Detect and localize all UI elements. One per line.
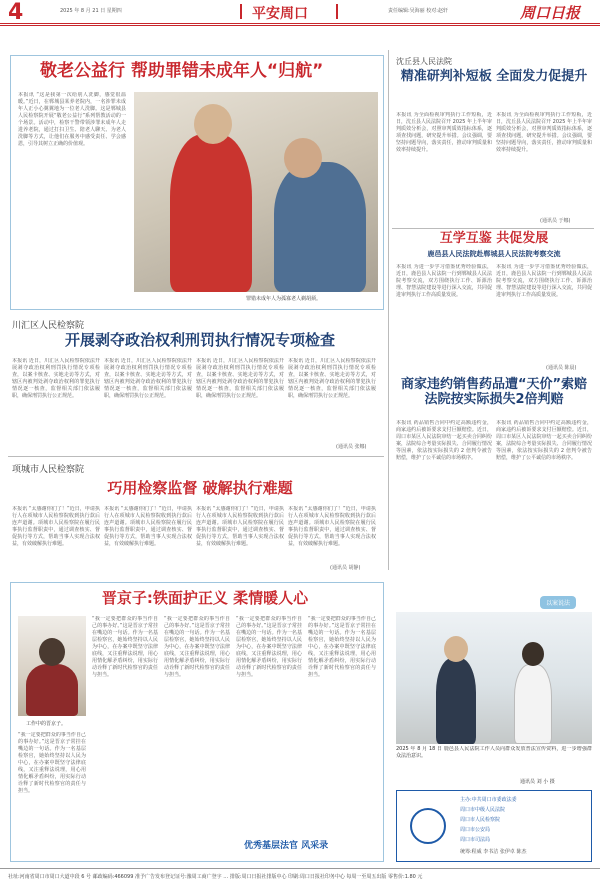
- xiangcheng-body-3: 本报讯 “太感谢你们了！”近日，申请执行人在项城市人民检察院收到执行款后连声道谢。项城市人民检察院在履行民事执行监督职责中，通过调查核实、督促执行等方式，帮助当事人实现合法权益，有效破解执行难题。: [196, 506, 284, 547]
- chuanhui-body-2: 本报讯 近日，川汇区人民检察院依法开展剥夺政治权利刑罚执行情况专项检查，以案卡核查、实地走访等方式，对辖区内被判处剥夺政治权利的罪犯执行情况逐一核查，监督相关部门依法履职，确保刑罚执行公正规范。: [104, 358, 192, 399]
- lead-body: 本报讯 “这是我第一次给别人洗脚，感觉很温暖。”近日，在郸城县某养老院内，一名涉罪未成年人正小心翼翼地为一位老人洗脚。这是郸城县人民检察院开展“敬老公益行”系列帮教活动的一个场景。活动中，检察干警带领涉罪未成年人走进养老院，通过打扫卫生、陪老人聊天、为老人洗脚等方式，让他们在服务中感受责任、学会感恩，引导其树立正确的价值观。: [18, 92, 126, 147]
- newspaper-logo: 周口日报: [520, 4, 581, 22]
- case-column-badge: 以案说法: [540, 596, 576, 609]
- photo-officer-1-head: [444, 636, 468, 662]
- shenqiu-kicker: 沈丘县人民法院: [396, 57, 452, 66]
- profile-portrait-caption: 工作中的晋京子。: [26, 721, 67, 727]
- chuanhui-body-3: 本报讯 近日，川汇区人民检察院依法开展剥夺政治权利刑罚执行情况专项检查，以案卡核查、实地走访等方式，对辖区内被判处剥夺政治权利的罪犯执行情况逐一核查，监督相关部门依法履职，确保刑罚执行公正规范。: [196, 358, 284, 399]
- lead-photo-caption: 罪错未成年人为孤寡老人剃胡须。: [246, 296, 322, 302]
- section-title: 平安周口: [252, 6, 308, 22]
- page-header: [0, 0, 600, 26]
- column-divider: [388, 50, 389, 570]
- profile-body-4: “我一定要把群众的事当作自己的事办好。”这是晋京子常挂在嘴边的一句话。作为一名基层检察官，她始终坚持以人民为中心，在办案中既坚守法律底线，又注重释法说理，用心用情化解矛盾纠纷，用实际行动诠释了新时代检察官的责任与担当。: [236, 616, 302, 678]
- case-photo-credit: 通讯员 刘 小 摄: [520, 779, 555, 785]
- page-footer: 社址:河南省周口市周口大道中段 6 号 邮政编码:466099 准予广告发布登记证号:豫周工商广登字 … 排版:周口日报社排版中心 印刷:周口日报社印务中心 每周一至周五出版 零售价:1.80 元: [0, 868, 600, 883]
- xiangcheng-kicker: 项城市人民检察院: [12, 465, 85, 475]
- photo-officer-1: [436, 658, 476, 744]
- divider-chuanhui: [8, 456, 384, 457]
- sponsor-justice: 周口市司法局: [460, 837, 491, 843]
- elder-figure: [274, 162, 366, 292]
- chuanhui-kicker: 川汇区人民检察院: [12, 321, 85, 331]
- profile-portrait: [18, 616, 86, 716]
- sponsor-procuratorate: 周口市人民检察院: [460, 817, 501, 823]
- profile-body-3: “我一定要把群众的事当作自己的事办好。”这是晋京子常挂在嘴边的一句话。作为一名基层检察官，她始终坚持以人民为中心，在办案中既坚守法律底线，又注重释法说理，用心用情化解矛盾纠纷，用实际行动诠释了新时代检察官的责任与担当。: [164, 616, 230, 678]
- section-bar-right: [336, 4, 338, 19]
- shenqiu-body-2: 本报讯 为全面检视审判执行工作短板，近日，沈丘县人民法院召开 2025 年上半年审判质效分析会，对照审判质效指标体系，逐项查找问题，研究提升举措。会议强调，要坚持问题导向，落实责任，推动审判质量和效率持续提升。: [496, 112, 592, 153]
- sponsor-court: 周口市中级人民法院: [460, 807, 506, 813]
- lead-photo: [134, 92, 378, 292]
- volunteer-head: [194, 104, 232, 144]
- xiangcheng-body-2: 本报讯 “太感谢你们了！”近日，申请执行人在项城市人民检察院收到执行款后连声道谢。项城市人民检察院在履行民事执行监督职责中，通过调查核实、督促执行等方式，帮助当事人实现合法权益，有效破解执行难题。: [104, 506, 192, 547]
- lead-headline: 敬老公益行 帮助罪错未成年人“归航”: [40, 61, 324, 81]
- profile-body-5: “我一定要把群众的事当作自己的事办好。”这是晋京子常挂在嘴边的一句话。作为一名基层检察官，她始终坚持以人民为中心，在办案中既坚守法律底线，又注重释法说理，用心用情化解矛盾纠纷，用实际行动诠释了新时代检察官的责任与担当。: [308, 616, 376, 678]
- profile-body-2: “我一定要把群众的事当作自己的事办好。”这是晋京子常挂在嘴边的一句话。作为一名基层检察官，她始终坚持以人民为中心，在办案中既坚守法律底线，又注重释法说理，用心用情化解矛盾纠纷，用实际行动诠释了新时代检察官的责任与担当。: [92, 616, 158, 678]
- xiangcheng-body-1: 本报讯 “太感谢你们了！”近日，申请执行人在项城市人民检察院收到执行款后连声道谢。项城市人民检察院在履行民事执行监督职责中，通过调查核实、督促执行等方式，帮助当事人实现合法权益，有效破解执行难题。: [12, 506, 100, 547]
- luyi-body-2: 本报讯 为进一步学习借鉴优秀经验做法，近日，鹿邑县人民法院一行到郸城县人民法院考察交流，双方围绕执行工作、诉源治理、智慧法院建设等进行深入交流，共同促进审判执行工作高质量发展。: [496, 264, 592, 298]
- luyi-title: 互学互鉴 共促发展: [439, 231, 549, 246]
- luyi-body-1: 本报讯 为进一步学习借鉴优秀经验做法，近日，鹿邑县人民法院一行到郸城县人民法院考察交流，双方围绕执行工作、诉源治理、智慧法院建设等进行深入交流，共同促进审判执行工作高质量发展。: [396, 264, 492, 298]
- photo-resident: [514, 664, 552, 744]
- luyi-subtitle: 鹿邑县人民法院赴郸城县人民法院考察交流: [427, 250, 561, 258]
- section-bar-left: [240, 4, 242, 19]
- elder-head: [284, 138, 322, 178]
- profile-body-1: “我一定要把群众的事当作自己的事办好。”这是晋京子常挂在嘴边的一句话。作为一名基层检察官，她始终坚持以人民为中心，在办案中既坚守法律底线，又注重释法说理，用心用情化解矛盾纠纷，用实际行动诠释了新时代检察官的责任与担当。: [18, 732, 86, 794]
- sponsor-editors: 统筹:程威 李书洁 张伊卓 陈杰: [460, 849, 527, 855]
- chuanhui-body-1: 本报讯 近日，川汇区人民检察院依法开展剥夺政治权利刑罚执行情况专项检查，以案卡核查、实地走访等方式，对辖区内被判处剥夺政治权利的罪犯执行情况逐一核查，监督相关部门依法履职，确保刑罚执行公正规范。: [12, 358, 100, 399]
- portrait-robe: [26, 664, 78, 716]
- divider-shenqiu: [392, 228, 594, 229]
- chuanhui-headline: 开展剥夺政治权利刑罚执行情况专项检查: [64, 331, 335, 349]
- case-photo-caption: 2025 年 8 月 18 日 鹿邑县人民法院工作人员向群众发放普法宣传资料，进一步增强群众法治意识。: [396, 746, 592, 759]
- xiangcheng-body-4: 本报讯 “太感谢你们了！”近日，申请执行人在项城市人民检察院收到执行款后连声道谢。项城市人民检察院在履行民事执行监督职责中，通过调查核实、督促执行等方式，帮助当事人实现合法权益，有效破解执行难题。: [288, 506, 376, 547]
- issue-date: 2025 年 8 月 21 日 星期四: [60, 8, 122, 14]
- emblem-icon: [410, 808, 446, 844]
- sponsor-host: 主办:中共周口市委政法委: [460, 797, 517, 803]
- profile-headline: 晋京子:铁面护正义 柔情暖人心: [101, 589, 309, 607]
- volunteer-figure: [170, 134, 252, 292]
- sponsor-police: 周口市公安局: [460, 827, 491, 833]
- case-photo: [396, 612, 592, 744]
- profile-column-stamp: 优秀基层法官 风采录: [244, 841, 329, 851]
- shenqiu-headline: 精准研判补短板 全面发力促提升: [400, 69, 588, 84]
- photo-resident-head: [522, 642, 544, 666]
- portrait-head: [39, 638, 65, 666]
- chuanhui-byline: (通讯员 张娜): [336, 444, 367, 450]
- xiangcheng-byline: (通讯员 胡静): [330, 565, 361, 571]
- chuanhui-body-4: 本报讯 近日，川汇区人民检察院依法开展剥夺政治权利刑罚执行情况专项检查，以案卡核查、实地走访等方式，对辖区内被判处剥夺政治权利的罪犯执行情况逐一核查，监督相关部门依法履职，确保刑罚执行公正规范。: [288, 358, 376, 399]
- case-body-2: 本报讯 药品销售合同中约定高额违约金，商家违约后被诉要求支付巨额赔偿。近日，周口市某区人民法院审结一起买卖合同纠纷案，法院综合考量实际损失、合同履行情况等因素，依法按实际损失的 2 倍判令被告赔偿，维护了公平诚信的市场秩序。: [496, 420, 592, 461]
- case-headline: 商家违约销售药品遭“天价”索赔 法院按实际损失2倍判赔: [400, 377, 588, 407]
- editor-credits: 责任编辑:吴海丽 校对:赵轩: [388, 8, 448, 14]
- case-body-1: 本报讯 药品销售合同中约定高额违约金，商家违约后被诉要求支付巨额赔偿。近日，周口市某区人民法院审结一起买卖合同纠纷案，法院综合考量实际损失、合同履行情况等因素，依法按实际损失的 2 倍判令被告赔偿，维护了公平诚信的市场秩序。: [396, 420, 492, 461]
- shenqiu-body-1: 本报讯 为全面检视审判执行工作短板，近日，沈丘县人民法院召开 2025 年上半年审判质效分析会，对照审判质效指标体系，逐项查找问题，研究提升举措。会议强调，要坚持问题导向，落实责任，推动审判质量和效率持续提升。: [396, 112, 492, 153]
- shenqiu-byline: (通讯员 于娜): [540, 218, 571, 224]
- xiangcheng-headline: 巧用检察监督 破解执行难题: [107, 479, 293, 497]
- luyi-byline: (通讯员 陈晨): [546, 365, 577, 371]
- page-number: 4: [8, 0, 24, 25]
